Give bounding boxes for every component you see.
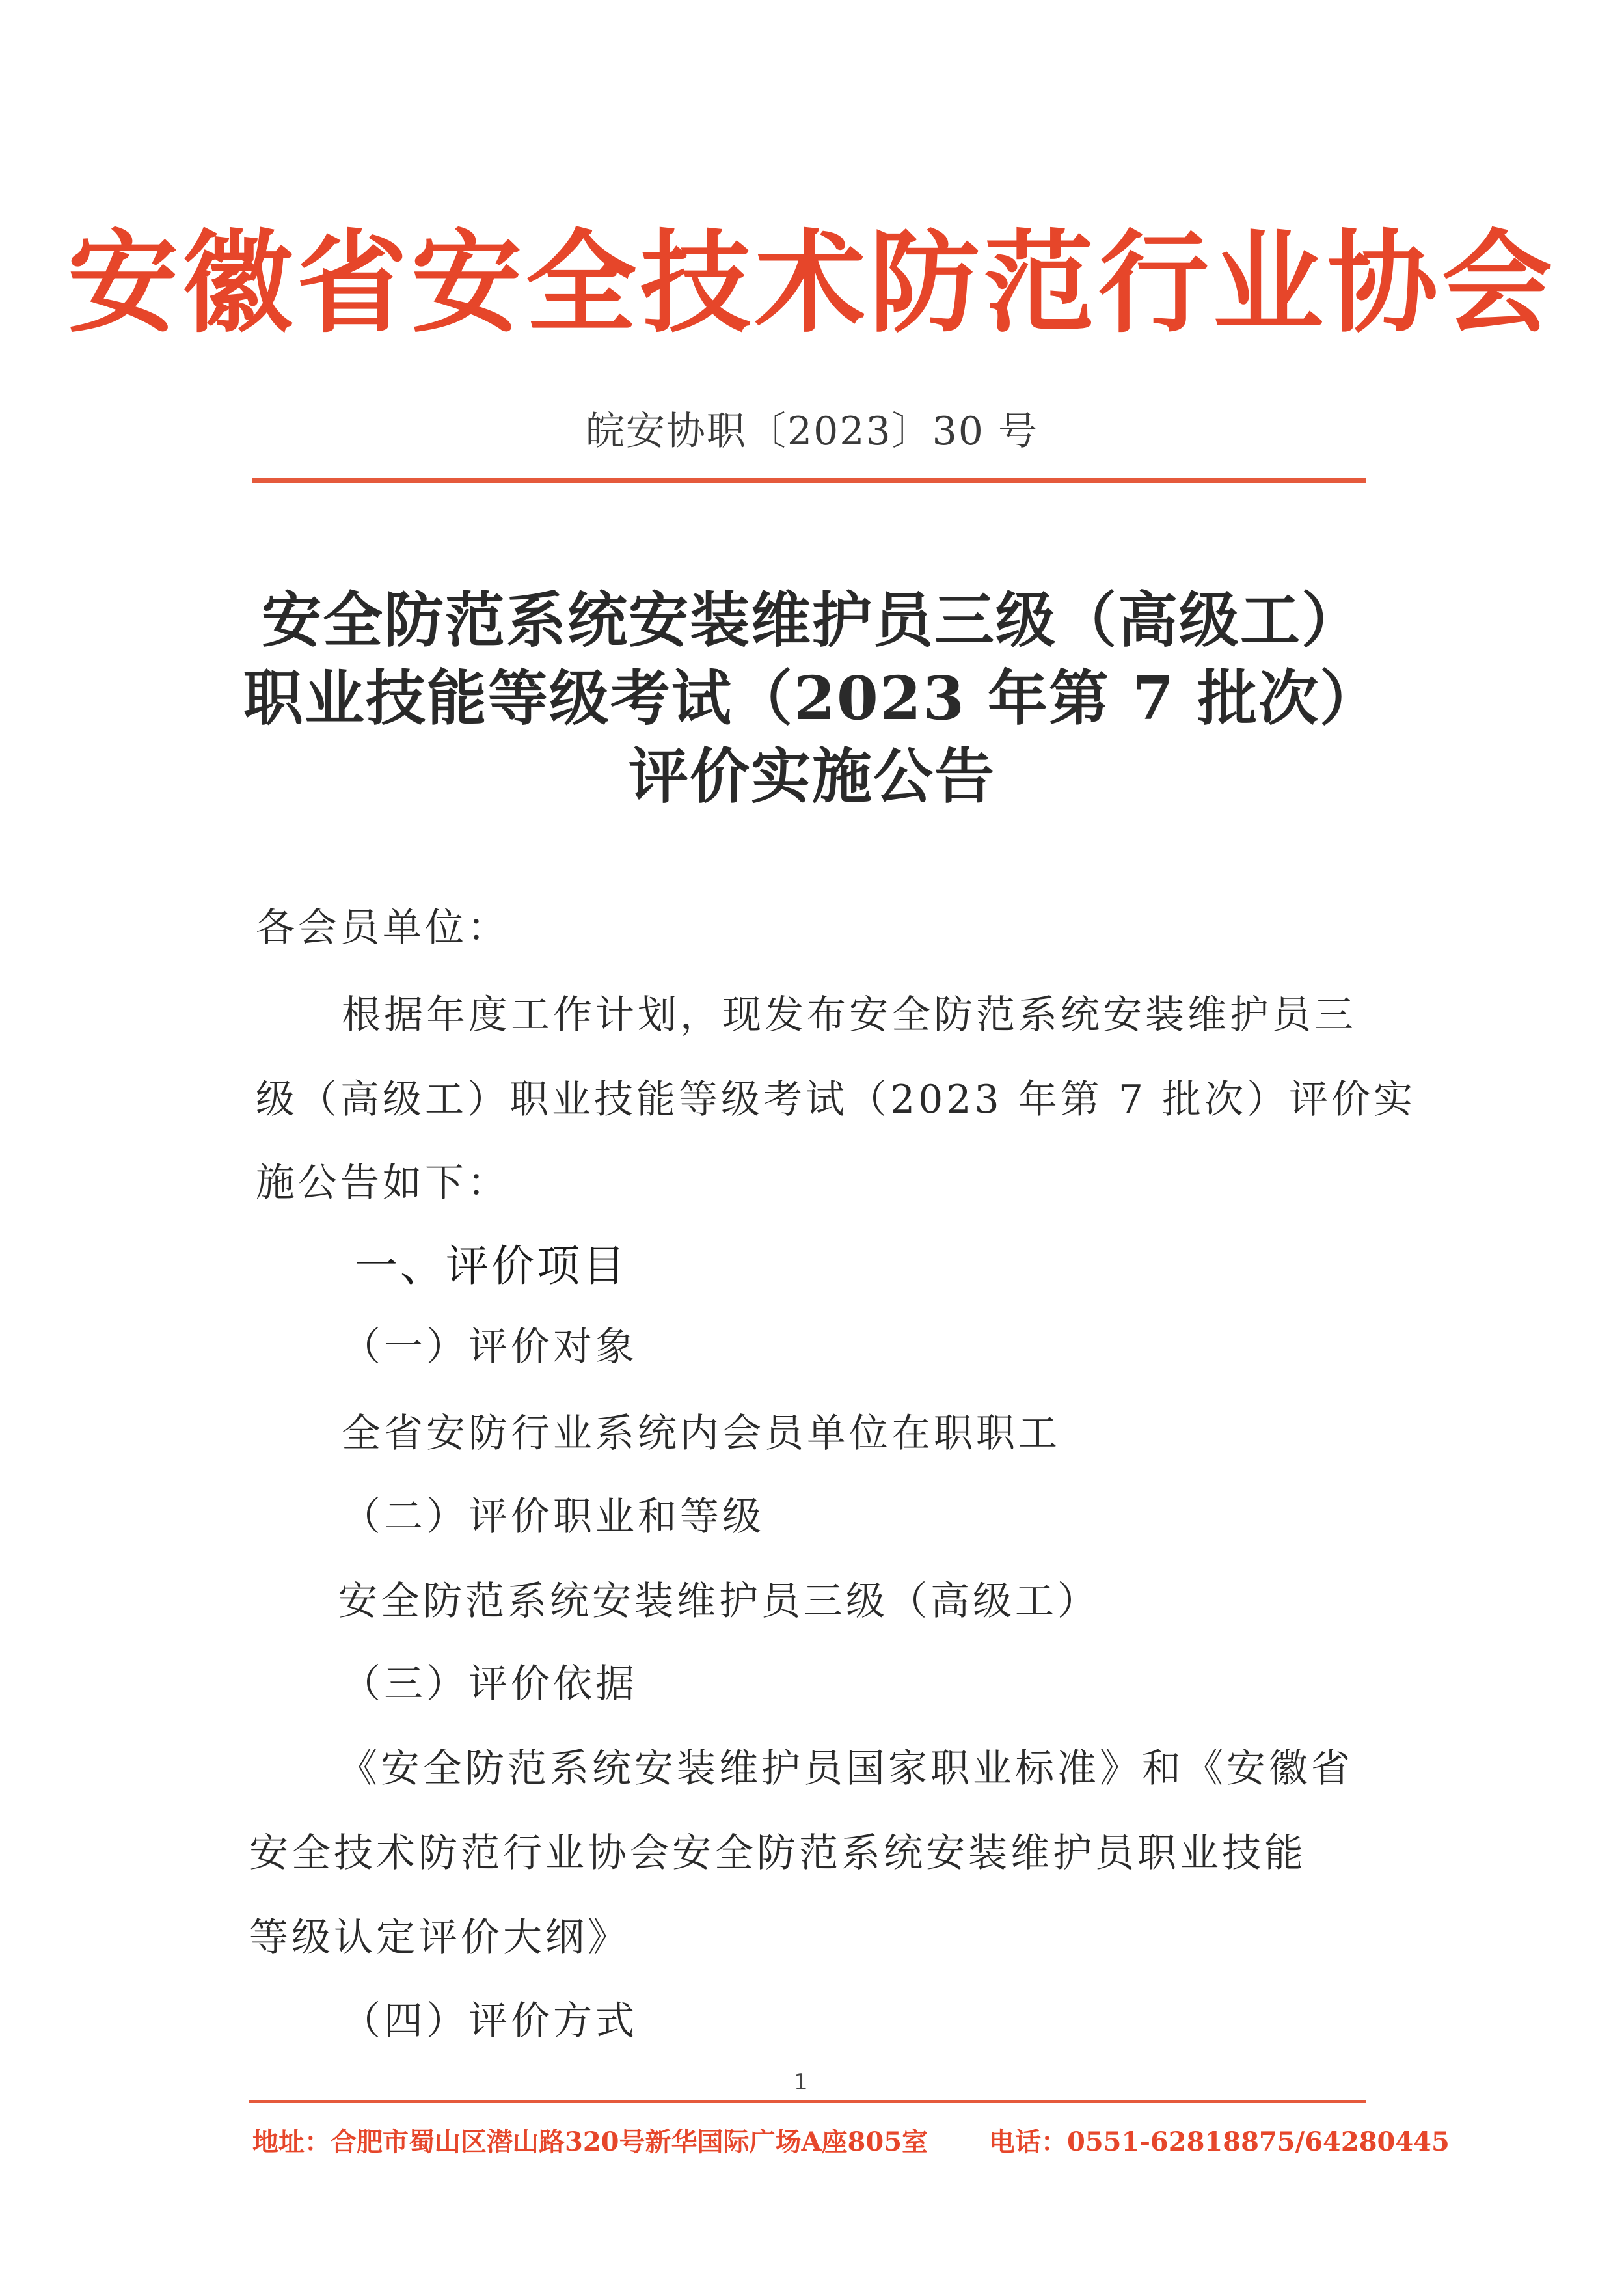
subsection-3-line-3: 等级认定评价大纲》 bbox=[249, 1915, 630, 1961]
subsection-2-title: （二）评价职业和等级 bbox=[342, 1494, 765, 1540]
page-number: 1 bbox=[794, 2069, 808, 2095]
header-divider bbox=[252, 478, 1366, 483]
organization-header: 安徽省安全技术防范行业协会 bbox=[67, 218, 1556, 348]
subsection-3-title: （三）评价依据 bbox=[342, 1661, 638, 1707]
document-number: 皖安协职〔2023〕30 号 bbox=[585, 409, 1039, 454]
subsection-3-line-2: 安全技术防范行业协会安全防范系统安装维护员职业技能 bbox=[249, 1830, 1306, 1876]
footer-address: 地址：合肥市蜀山区潜山路320号新华国际广场A座805室 bbox=[252, 2127, 928, 2157]
subsection-1-title: （一）评价对象 bbox=[342, 1324, 638, 1370]
section-heading-1: 一、评价项目 bbox=[355, 1241, 628, 1291]
intro-line-3: 施公告如下： bbox=[256, 1160, 509, 1206]
subsection-4-title: （四）评价方式 bbox=[342, 1998, 638, 2044]
intro-line-1: 根据年度工作计划，现发布安全防范系统安装维护员三 bbox=[342, 992, 1357, 1038]
footer-divider bbox=[249, 2100, 1366, 2103]
title-line-3: 评价实施公告 bbox=[628, 741, 995, 811]
salutation: 各会员单位： bbox=[256, 905, 509, 951]
footer-phone: 电话：0551-62818875/64280445 bbox=[989, 2127, 1450, 2157]
subsection-1-text: 全省安防行业系统内会员单位在职职工 bbox=[342, 1411, 1061, 1456]
intro-line-2: 级（高级工）职业技能等级考试（2023 年第 7 批次）评价实 bbox=[256, 1077, 1416, 1123]
title-line-2: 职业技能等级考试（2023 年第 7 批次） bbox=[243, 663, 1381, 733]
title-line-1: 安全防范系统安装维护员三级（高级工） bbox=[261, 585, 1362, 655]
subsection-3-line-1: 《安全防范系统安装维护员国家职业标准》和《安徽省 bbox=[338, 1746, 1353, 1791]
subsection-2-text: 安全防范系统安装维护员三级（高级工） bbox=[338, 1579, 1100, 1624]
